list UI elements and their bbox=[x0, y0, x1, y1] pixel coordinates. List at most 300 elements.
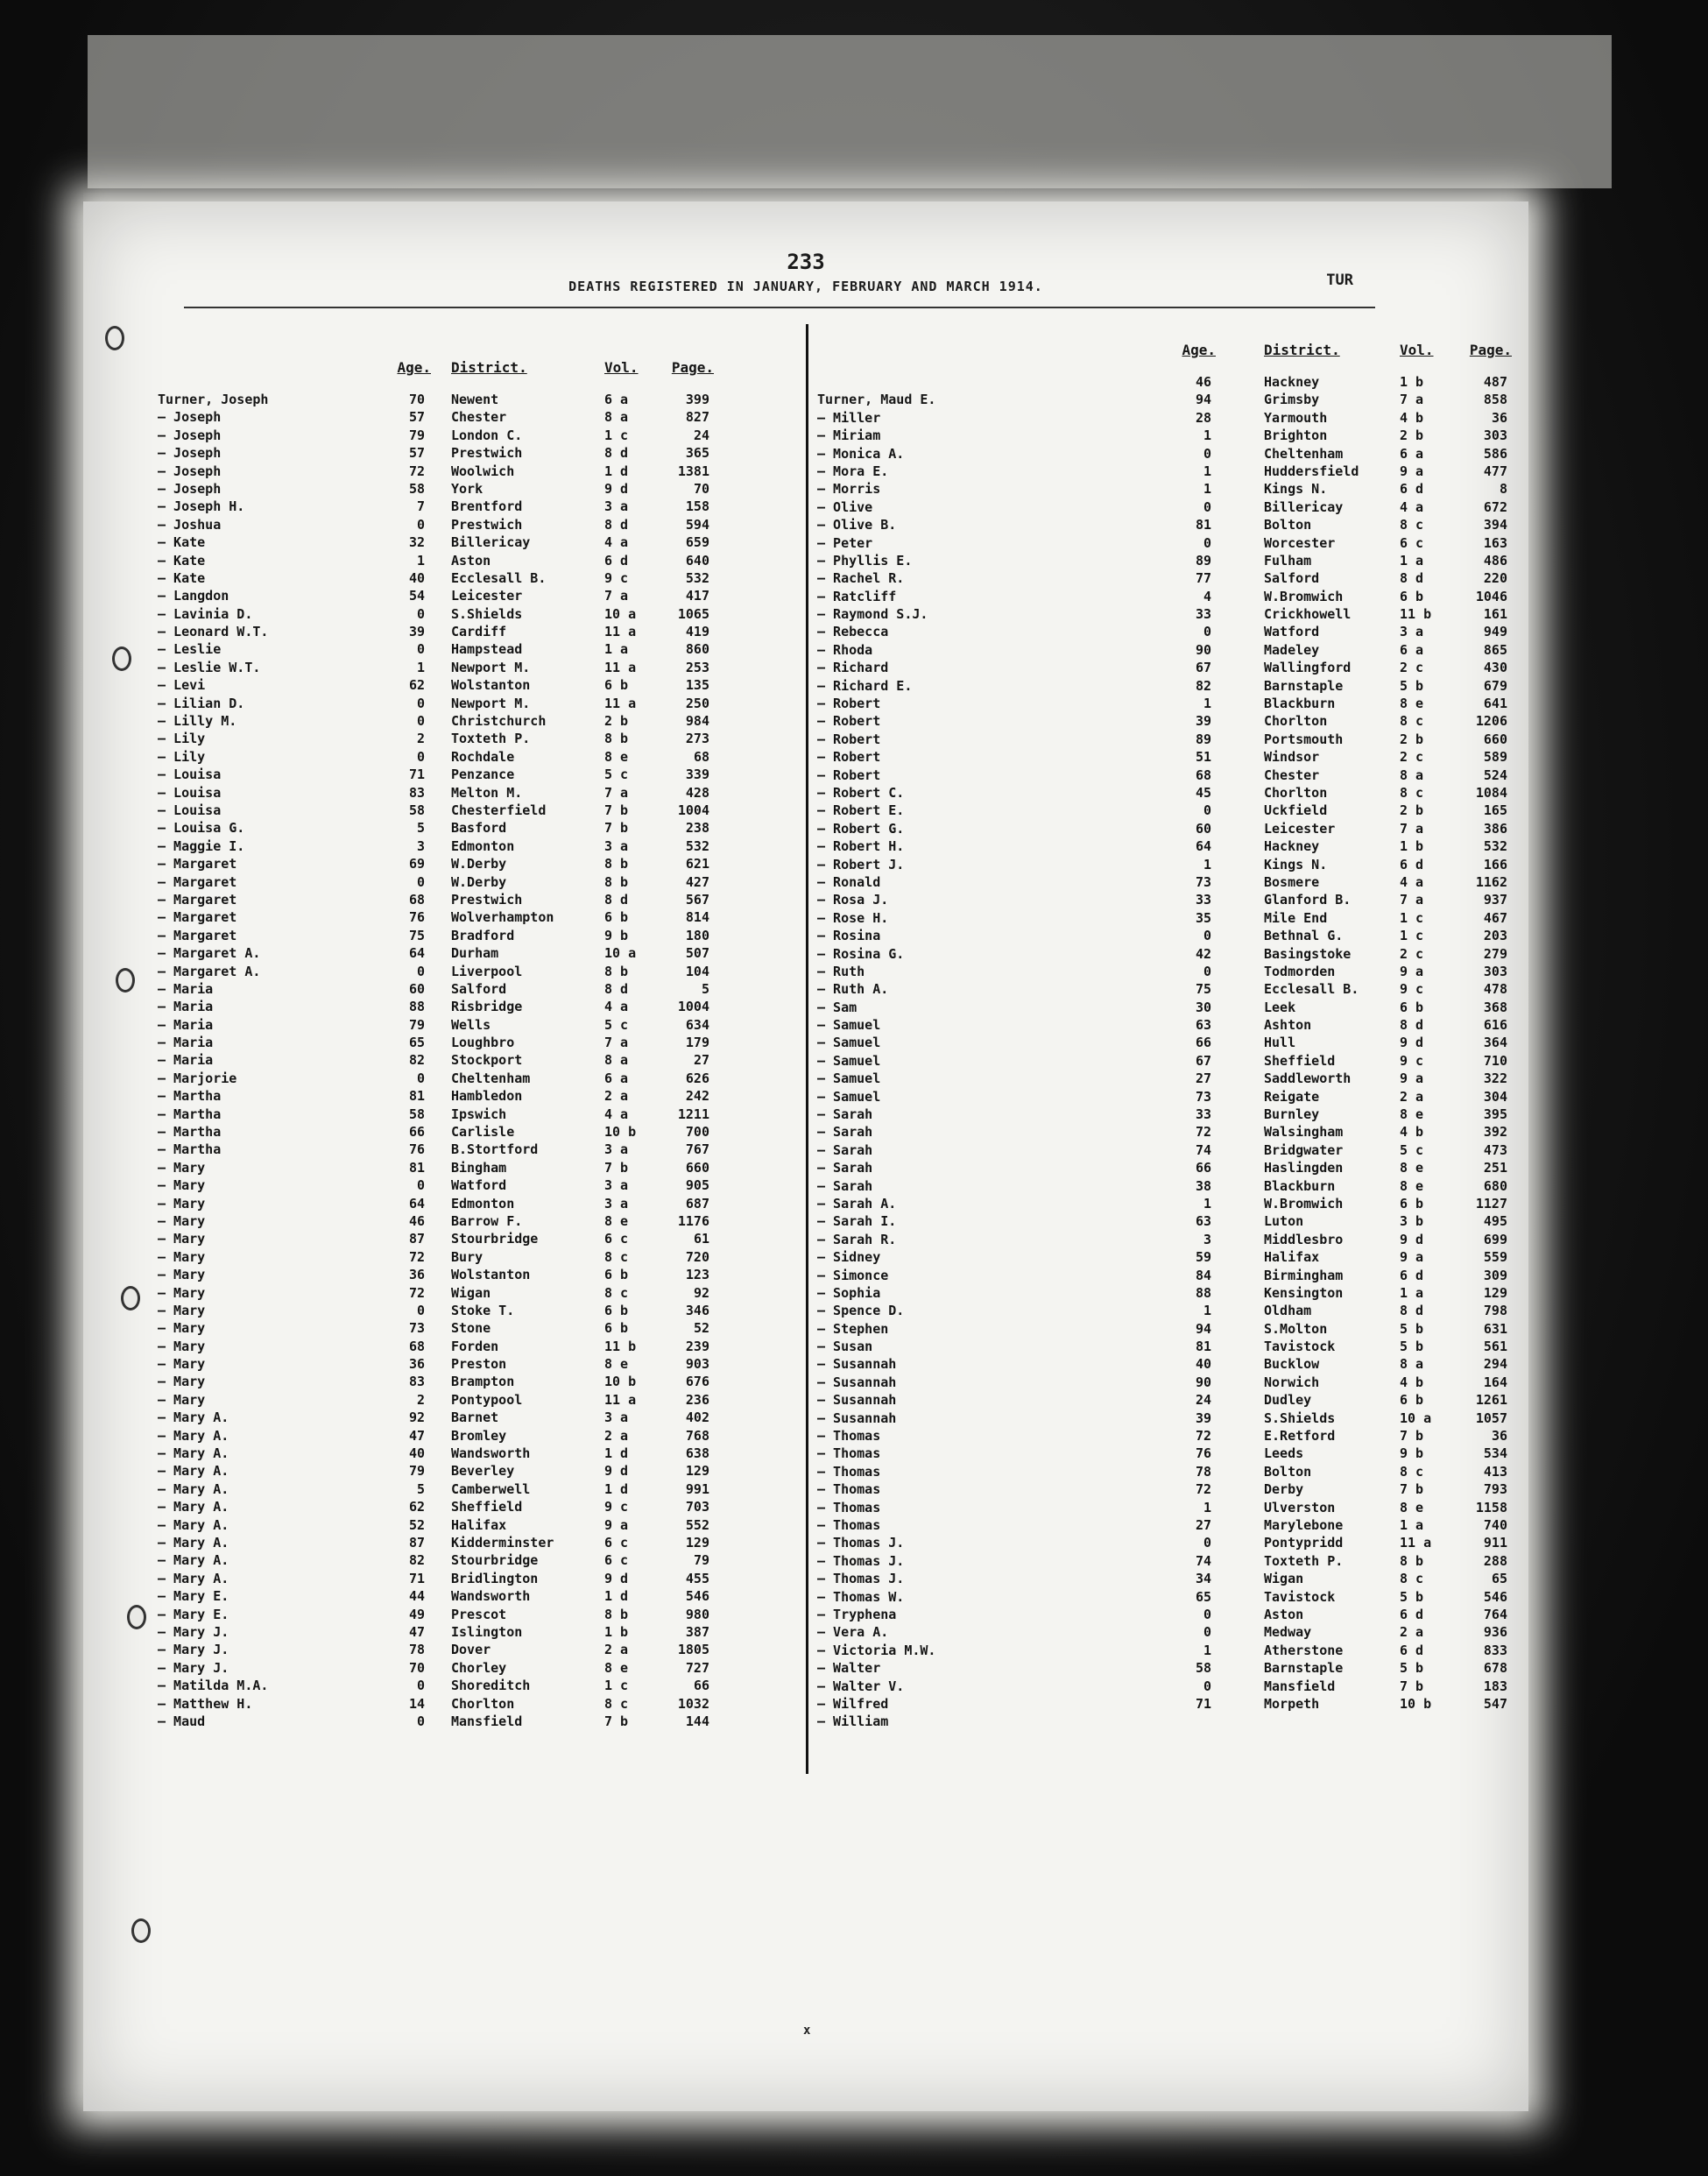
entry-volume: 6 d bbox=[604, 552, 629, 569]
entry-volume: 10 a bbox=[604, 945, 637, 962]
entry-volume: 4 b bbox=[1400, 409, 1424, 426]
entry-age: 67 bbox=[1195, 1052, 1211, 1069]
entry-page: 365 bbox=[685, 445, 709, 462]
entry-name: — Louisa bbox=[158, 767, 222, 783]
entry-name: — Tryphena bbox=[817, 1606, 897, 1622]
entry-district: Bromley bbox=[451, 1427, 507, 1444]
entry-age: 47 bbox=[408, 1623, 425, 1640]
entry-volume: 4 b bbox=[1400, 1374, 1424, 1390]
entry-page: 477 bbox=[1483, 463, 1507, 479]
entry-name: — Mary A. bbox=[158, 1499, 229, 1515]
column-divider bbox=[806, 324, 808, 1774]
entry-name: — Joseph bbox=[158, 409, 222, 426]
page-number: 233 bbox=[787, 250, 825, 274]
entry-page: 364 bbox=[1483, 1035, 1507, 1051]
entry-district: Medway bbox=[1264, 1624, 1312, 1641]
entry-volume: 8 b bbox=[604, 1606, 629, 1622]
entry-volume: 10 b bbox=[604, 1374, 637, 1390]
entry-page: 294 bbox=[1483, 1356, 1507, 1373]
entry-volume: 8 c bbox=[1400, 713, 1424, 730]
entry-age: 84 bbox=[1195, 1267, 1211, 1283]
entry-volume: 11 b bbox=[604, 1338, 637, 1354]
entry-page: 567 bbox=[685, 891, 709, 908]
entry-page: 238 bbox=[685, 820, 709, 837]
entry-age: 33 bbox=[1195, 892, 1211, 908]
entry-age: 70 bbox=[408, 1659, 425, 1676]
entry-age: 71 bbox=[408, 767, 425, 783]
entry-volume: 6 d bbox=[1400, 481, 1424, 498]
entry-district: Beverley bbox=[451, 1463, 515, 1480]
entry-age: 76 bbox=[408, 1141, 425, 1158]
page-heading: Page. bbox=[671, 359, 714, 376]
entry-district: Wigan bbox=[451, 1284, 491, 1301]
entry-district: Brampton bbox=[451, 1374, 515, 1390]
entry-volume: 3 a bbox=[604, 1409, 629, 1426]
entry-volume: 2 c bbox=[1400, 660, 1424, 676]
entry-name: — Mary bbox=[158, 1195, 206, 1212]
entry-age: 36 bbox=[408, 1267, 425, 1283]
entry-page: 589 bbox=[1483, 749, 1507, 766]
entry-district: Dover bbox=[451, 1642, 491, 1658]
entry-district: Stoke T. bbox=[451, 1302, 515, 1318]
entry-district: W.Bromwich bbox=[1264, 1195, 1344, 1212]
entry-volume: 2 a bbox=[604, 1088, 629, 1105]
entry-volume: 9 a bbox=[1400, 463, 1424, 479]
entry-name: — Lavinia D. bbox=[158, 605, 253, 622]
entry-name: — Rhoda bbox=[817, 641, 873, 658]
entry-name: — Mary bbox=[158, 1374, 206, 1390]
entry-name: — Sarah R. bbox=[817, 1231, 897, 1247]
entry-name: — Morris bbox=[817, 481, 881, 498]
entry-volume: 1 b bbox=[1400, 838, 1424, 855]
entry-volume: 1 c bbox=[1400, 928, 1424, 944]
entry-name: — Samuel bbox=[817, 1035, 881, 1051]
entry-age: 0 bbox=[1203, 1678, 1211, 1694]
entry-district: Barnstaple bbox=[1264, 677, 1344, 694]
entry-age: 24 bbox=[1195, 1392, 1211, 1409]
entry-page: 180 bbox=[685, 927, 709, 943]
entry-name: — Leonard W.T. bbox=[158, 624, 269, 640]
entry-name: — Rachel R. bbox=[817, 570, 905, 587]
entry-district: Mansfield bbox=[1264, 1678, 1336, 1694]
entry-page: 676 bbox=[685, 1374, 709, 1390]
entry-name: — Rosina G. bbox=[817, 945, 905, 962]
entry-age: 90 bbox=[1195, 641, 1211, 658]
entry-page: 339 bbox=[685, 767, 709, 783]
entry-page: 1004 bbox=[677, 802, 709, 818]
entry-name: — Samuel bbox=[817, 1070, 881, 1087]
entry-age: 1 bbox=[1203, 696, 1211, 712]
entry-page: 394 bbox=[1483, 517, 1507, 533]
entry-district: Prestwich bbox=[451, 516, 523, 533]
entry-page: 158 bbox=[685, 498, 709, 515]
entry-age: 74 bbox=[1195, 1552, 1211, 1569]
entry-age: 66 bbox=[408, 1124, 425, 1141]
entry-age: 0 bbox=[1203, 1606, 1211, 1622]
entry-volume: 4 a bbox=[1400, 498, 1424, 515]
entry-age: 27 bbox=[1195, 1517, 1211, 1533]
entry-name: — Mary bbox=[158, 1302, 206, 1318]
entry-district: Bridgwater bbox=[1264, 1141, 1344, 1158]
entry-page: 616 bbox=[1483, 1017, 1507, 1034]
entry-name: — Mary J. bbox=[158, 1623, 229, 1640]
entry-name: — Wilfred bbox=[817, 1695, 889, 1712]
entry-name: — Thomas W. bbox=[817, 1588, 905, 1605]
entry-name: — Joseph bbox=[158, 427, 222, 443]
entry-page: 36 bbox=[1491, 409, 1507, 426]
entry-district: Toxteth P. bbox=[451, 731, 531, 747]
entry-age: 60 bbox=[1195, 820, 1211, 837]
entry-district: Loughbro bbox=[451, 1035, 515, 1051]
entry-volume: 1 d bbox=[604, 1480, 629, 1497]
entry-district: Penzance bbox=[451, 767, 515, 783]
entry-age: 0 bbox=[416, 1177, 425, 1194]
entry-volume: 8 e bbox=[1400, 1106, 1424, 1123]
entry-name: Turner, Maud E. bbox=[817, 392, 936, 408]
entry-name: — Kate bbox=[158, 552, 206, 569]
entry-volume: 9 b bbox=[1400, 1445, 1424, 1462]
entry-page: 740 bbox=[1483, 1517, 1507, 1533]
entry-name: — Thomas bbox=[817, 1428, 881, 1445]
entry-volume: 9 c bbox=[1400, 1052, 1424, 1069]
entry-age: 39 bbox=[1195, 1409, 1211, 1426]
entry-age: 40 bbox=[408, 569, 425, 586]
entry-district: Hampstead bbox=[451, 641, 523, 658]
entry-name: — Joseph bbox=[158, 463, 222, 479]
entry-name: — Mary E. bbox=[158, 1588, 229, 1605]
entry-page: 123 bbox=[685, 1267, 709, 1283]
entry-age: 5 bbox=[416, 820, 425, 837]
entry-age: 69 bbox=[408, 856, 425, 873]
entry-age: 59 bbox=[1195, 1249, 1211, 1266]
entry-district: Bradford bbox=[451, 927, 515, 943]
entry-volume: 6 a bbox=[1400, 445, 1424, 462]
entry-age: 1 bbox=[416, 552, 425, 569]
entry-page: 860 bbox=[685, 641, 709, 658]
entry-age: 57 bbox=[408, 409, 425, 426]
entry-age: 72 bbox=[408, 1284, 425, 1301]
entry-district: Chorlton bbox=[1264, 713, 1328, 730]
entry-volume: 11 a bbox=[604, 695, 637, 711]
entry-volume: 6 b bbox=[604, 909, 629, 926]
entry-district: Melton M. bbox=[451, 784, 523, 801]
vol-heading: Vol. bbox=[1400, 342, 1434, 358]
entry-volume: 6 b bbox=[604, 1267, 629, 1283]
entry-volume: 1 a bbox=[1400, 1284, 1424, 1301]
entry-age: 81 bbox=[1195, 1339, 1211, 1355]
entry-volume: 7 a bbox=[1400, 392, 1424, 408]
binder-hole bbox=[121, 1286, 140, 1311]
entry-age: 0 bbox=[1203, 1535, 1211, 1551]
entry-volume: 4 a bbox=[604, 534, 629, 551]
entry-district: Grimsby bbox=[1264, 392, 1320, 408]
entry-name: — Maud bbox=[158, 1713, 206, 1729]
entry-volume: 6 b bbox=[1400, 1195, 1424, 1212]
entry-name: — Mary J. bbox=[158, 1659, 229, 1676]
entry-name: — Kate bbox=[158, 534, 206, 551]
entry-volume: 8 b bbox=[604, 963, 629, 979]
entry-age: 64 bbox=[1195, 838, 1211, 855]
entry-name: — Thomas bbox=[817, 1463, 881, 1480]
entry-age: 45 bbox=[1195, 784, 1211, 801]
entry-page: 699 bbox=[1483, 1231, 1507, 1247]
entry-name: — Mary bbox=[158, 1159, 206, 1176]
entry-page: 303 bbox=[1483, 963, 1507, 979]
entry-age: 78 bbox=[1195, 1463, 1211, 1480]
entry-volume: 9 d bbox=[604, 480, 629, 497]
entry-name: — Thomas bbox=[817, 1445, 881, 1462]
binder-hole bbox=[112, 646, 131, 671]
entry-district: Wolverhampton bbox=[451, 909, 554, 926]
entry-district: Edmonton bbox=[451, 1195, 515, 1212]
entry-volume: 1 a bbox=[604, 641, 629, 658]
entry-district: Kidderminster bbox=[451, 1535, 554, 1551]
entry-page: 534 bbox=[1483, 1445, 1507, 1462]
binder-hole bbox=[105, 326, 124, 350]
entry-age: 90 bbox=[1195, 1374, 1211, 1390]
entry-age: 72 bbox=[408, 1248, 425, 1265]
entry-district: Wells bbox=[451, 1016, 491, 1033]
entry-district: Morpeth bbox=[1264, 1695, 1320, 1712]
entry-volume: 8 a bbox=[604, 409, 629, 426]
entry-volume: 4 a bbox=[604, 1106, 629, 1122]
binder-hole bbox=[116, 968, 135, 993]
entry-name: — Mary A. bbox=[158, 1570, 229, 1586]
entry-age: 1 bbox=[1203, 1499, 1211, 1515]
entry-page: 166 bbox=[1483, 856, 1507, 873]
entry-district: Woolwich bbox=[451, 463, 515, 479]
entry-age: 58 bbox=[408, 480, 425, 497]
entry-name: — Lily bbox=[158, 731, 206, 747]
entry-page: 793 bbox=[1483, 1481, 1507, 1498]
scan-smudge bbox=[88, 35, 1612, 188]
entry-district: Brentford bbox=[451, 498, 523, 515]
entry-page: 659 bbox=[685, 534, 709, 551]
entry-district: Stourbridge bbox=[451, 1231, 539, 1247]
entry-age: 47 bbox=[408, 1427, 425, 1444]
entry-district: Christchurch bbox=[451, 713, 547, 730]
entry-age: 3 bbox=[416, 837, 425, 854]
entry-volume: 11 b bbox=[1400, 606, 1432, 623]
entry-age: 60 bbox=[408, 980, 425, 997]
entry-district: Bridlington bbox=[451, 1570, 539, 1586]
entry-volume: 8 e bbox=[604, 1356, 629, 1373]
entry-name: — Robert bbox=[817, 731, 881, 747]
entry-district: Ecclesall B. bbox=[1264, 981, 1359, 998]
entry-volume: 9 a bbox=[1400, 1249, 1424, 1266]
entry-name: — Sarah bbox=[817, 1160, 873, 1176]
entry-volume: 6 b bbox=[1400, 588, 1424, 604]
entry-district: Walsingham bbox=[1264, 1124, 1344, 1141]
entry-age: 76 bbox=[408, 909, 425, 926]
entry-page: 322 bbox=[1483, 1070, 1507, 1087]
entry-volume: 6 a bbox=[604, 1070, 629, 1086]
entry-page: 430 bbox=[1483, 660, 1507, 676]
entry-page: 626 bbox=[685, 1070, 709, 1086]
entry-name: — Susan bbox=[817, 1339, 873, 1355]
entry-name: — Robert G. bbox=[817, 820, 905, 837]
entry-name: — Miller bbox=[817, 409, 881, 426]
entry-age: 34 bbox=[1195, 1571, 1211, 1587]
entry-district: Marylebone bbox=[1264, 1517, 1344, 1533]
entry-page: 386 bbox=[1483, 820, 1507, 837]
entry-volume: 2 c bbox=[1400, 945, 1424, 962]
entry-district: Billericay bbox=[1264, 498, 1344, 515]
entry-district: Atherstone bbox=[1264, 1642, 1344, 1658]
entry-page: 36 bbox=[1491, 1428, 1507, 1445]
register-page bbox=[83, 201, 1528, 2111]
entry-age: 89 bbox=[1195, 552, 1211, 569]
entry-volume: 1 d bbox=[604, 1588, 629, 1605]
entry-page: 768 bbox=[685, 1427, 709, 1444]
entry-page: 236 bbox=[685, 1391, 709, 1408]
entry-volume: 6 a bbox=[604, 392, 629, 407]
entry-name: — Mary E. bbox=[158, 1606, 229, 1622]
entry-district: Prestwich bbox=[451, 891, 523, 908]
entry-volume: 2 b bbox=[604, 713, 629, 730]
entry-district: Chorlton bbox=[451, 1695, 515, 1712]
entry-age: 72 bbox=[1195, 1124, 1211, 1141]
entry-name: — Mary A. bbox=[158, 1535, 229, 1551]
entry-name: — Martha bbox=[158, 1141, 222, 1158]
entry-age: 1 bbox=[1203, 1642, 1211, 1658]
entry-page: 203 bbox=[1483, 928, 1507, 944]
entry-page: 455 bbox=[685, 1570, 709, 1586]
entry-age: 79 bbox=[408, 1463, 425, 1480]
entry-page: 165 bbox=[1483, 802, 1507, 819]
entry-age: 89 bbox=[1195, 731, 1211, 747]
entry-district: Birmingham bbox=[1264, 1267, 1344, 1283]
entry-age: 81 bbox=[1195, 517, 1211, 533]
entry-page: 937 bbox=[1483, 892, 1507, 908]
entry-page: 833 bbox=[1483, 1642, 1507, 1658]
entry-district: Rochdale bbox=[451, 748, 515, 765]
entry-volume: 4 b bbox=[1400, 1124, 1424, 1141]
entry-district: Barrow F. bbox=[451, 1212, 523, 1229]
entry-volume: 8 c bbox=[1400, 517, 1424, 533]
entry-name: Turner, Joseph bbox=[158, 392, 269, 407]
entry-volume: 6 c bbox=[604, 1231, 629, 1247]
entry-age: 0 bbox=[1203, 963, 1211, 979]
entry-age: 32 bbox=[408, 534, 425, 551]
entry-page: 413 bbox=[1483, 1463, 1507, 1480]
entry-district: Tavistock bbox=[1264, 1588, 1336, 1605]
entry-name: — Mary A. bbox=[158, 1463, 229, 1480]
entry-name: — Robert C. bbox=[817, 784, 905, 801]
entry-volume: 7 b bbox=[1400, 1678, 1424, 1694]
entry-page: 980 bbox=[685, 1606, 709, 1622]
entry-age: 94 bbox=[1195, 1320, 1211, 1337]
entry-volume: 1 c bbox=[1400, 909, 1424, 926]
entry-name: — Mary bbox=[158, 1338, 206, 1354]
entry-age: 46 bbox=[1195, 374, 1211, 390]
entry-volume: 8 e bbox=[1400, 1499, 1424, 1515]
entry-page: 104 bbox=[685, 963, 709, 979]
entry-age: 83 bbox=[408, 1374, 425, 1390]
entry-district: London C. bbox=[451, 427, 523, 443]
entry-district: Leek bbox=[1264, 999, 1296, 1015]
entry-age: 75 bbox=[1195, 981, 1211, 998]
entry-page: 24 bbox=[693, 427, 709, 443]
entry-page: 911 bbox=[1483, 1535, 1507, 1551]
entry-volume: 9 c bbox=[604, 1499, 629, 1515]
entry-page: 798 bbox=[1483, 1303, 1507, 1319]
entry-page: 5 bbox=[701, 980, 709, 997]
entry-volume: 10 b bbox=[604, 1124, 637, 1141]
entry-volume: 1 d bbox=[604, 463, 629, 479]
entry-volume: 8 d bbox=[1400, 1017, 1424, 1034]
entry-district: Stockport bbox=[451, 1052, 523, 1069]
entry-volume: 8 e bbox=[604, 1212, 629, 1229]
entry-page: 61 bbox=[693, 1231, 709, 1247]
entry-district: Kings N. bbox=[1264, 481, 1328, 498]
entry-district: Aston bbox=[1264, 1606, 1304, 1622]
entry-district: Huddersfield bbox=[1264, 463, 1359, 479]
entry-age: 81 bbox=[408, 1088, 425, 1105]
entry-volume: 5 c bbox=[1400, 1141, 1424, 1158]
entry-page: 858 bbox=[1483, 392, 1507, 408]
entry-page: 1127 bbox=[1475, 1195, 1507, 1212]
entry-page: 679 bbox=[1483, 677, 1507, 694]
entry-district: Bucklow bbox=[1264, 1356, 1320, 1373]
entry-age: 76 bbox=[1195, 1445, 1211, 1462]
entry-district: Uckfield bbox=[1264, 802, 1328, 819]
entry-name: — Ruth A. bbox=[817, 981, 889, 998]
entry-name: — Monica A. bbox=[817, 445, 905, 462]
entry-name: — Mary bbox=[158, 1212, 206, 1229]
entry-name: — Mora E. bbox=[817, 463, 889, 479]
entry-volume: 9 d bbox=[604, 1570, 629, 1586]
entry-district: Cheltenham bbox=[451, 1070, 531, 1086]
entry-age: 72 bbox=[1195, 1481, 1211, 1498]
entry-page: 660 bbox=[1483, 731, 1507, 747]
entry-age: 1 bbox=[1203, 463, 1211, 479]
entry-page: 547 bbox=[1483, 1695, 1507, 1712]
entry-page: 700 bbox=[685, 1124, 709, 1141]
entry-name: — Margaret bbox=[158, 927, 237, 943]
entry-district: Ashton bbox=[1264, 1017, 1312, 1034]
entry-name: — Margaret A. bbox=[158, 963, 261, 979]
entry-volume: 6 b bbox=[1400, 999, 1424, 1015]
entry-name: — Sidney bbox=[817, 1249, 881, 1266]
entry-age: 35 bbox=[1195, 909, 1211, 926]
entry-page: 561 bbox=[1483, 1339, 1507, 1355]
entry-page: 309 bbox=[1483, 1267, 1507, 1283]
entry-volume: 6 b bbox=[1400, 1392, 1424, 1409]
entry-name: — Langdon bbox=[158, 588, 229, 604]
entry-page: 903 bbox=[685, 1356, 709, 1373]
entry-page: 991 bbox=[685, 1480, 709, 1497]
entry-age: 70 bbox=[408, 392, 425, 407]
entry-volume: 9 a bbox=[604, 1516, 629, 1533]
entry-page: 478 bbox=[1483, 981, 1507, 998]
entry-page: 532 bbox=[685, 569, 709, 586]
entry-age: 74 bbox=[1195, 1141, 1211, 1158]
entry-name: — Susannah bbox=[817, 1374, 897, 1390]
entry-name: — Thomas bbox=[817, 1499, 881, 1515]
entry-name: — Phyllis E. bbox=[817, 552, 913, 569]
entry-age: 78 bbox=[408, 1642, 425, 1658]
entry-name: — Maria bbox=[158, 1016, 214, 1033]
entry-volume: 8 b bbox=[604, 873, 629, 890]
entry-district: S.Molton bbox=[1264, 1320, 1328, 1337]
binder-hole bbox=[131, 1918, 151, 1943]
entry-name: — Margaret bbox=[158, 873, 237, 890]
entry-volume: 1 a bbox=[1400, 1517, 1424, 1533]
entry-district: Halifax bbox=[451, 1516, 507, 1533]
entry-name: — Maria bbox=[158, 980, 214, 997]
entry-volume: 3 a bbox=[604, 837, 629, 854]
